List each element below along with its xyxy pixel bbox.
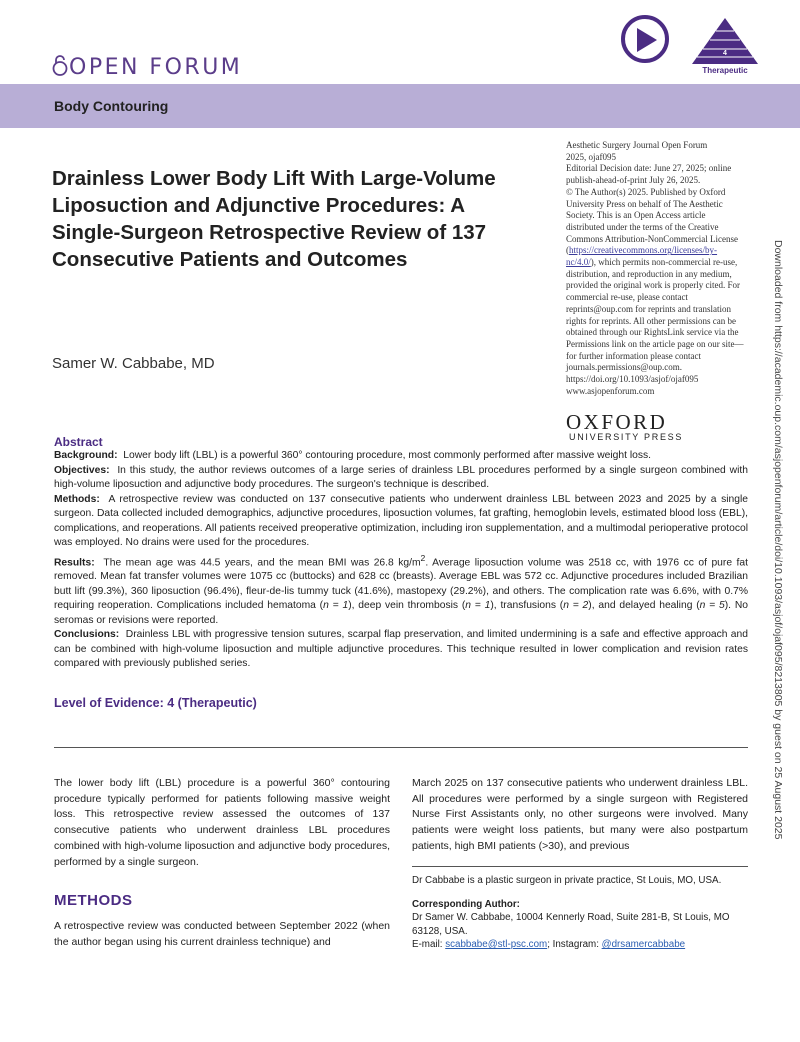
video-play-button[interactable] [621, 15, 669, 63]
corresponding-address: Dr Samer W. Cabbabe, 10004 Kennerly Road, Suite 281-B, St Louis, MO 63128, USA. [412, 912, 730, 937]
journal-name: Aesthetic Surgery Journal Open Forum [566, 140, 708, 150]
abstract-background: Background: Lower body lift (LBL) is a powerful 360° contouring procedure, most commonly performed after massive weight loss. [54, 450, 652, 461]
methods-continued: March 2025 on 137 consecutive patients who underwent drainless LBL. All procedures were performed by a single surgeon with Registered Nurse First Assistants only, no other surgeons were involved. Many patients were weight loss patients, but many were also postpartum patients, high BMI patients (>30), and previous [412, 777, 748, 852]
section-title: Body Contouring [54, 98, 169, 114]
abstract-conclusions: Conclusions: Drainless LBL with progressive tension sutures, scarpal flap preservation, and limited undermining is a safe and effective approach and can be combined with high-volume liposuction and multiple adjunctive procedures. This technique resulted in lower complication and revision rates compared with previously published series. [54, 629, 748, 670]
license-text: © The Author(s) 2025. Published by Oxford University Press on behalf of The Aesthetic Society. This is an Open Access article distributed under the terms of the Creative Commons Attribution-NonCommercial License (https://creativecommons.org/licenses/by-nc/4.0/), which permits non-commercial re-use, distribution, and reproduction in any medium, provided the original work is properly cited. For commercial re-use, please contact reprints@oup.com for reprints and translation rights for reprints. All other permissions can be obtained through our RightsLink service via the Permissions link on the article page on our site—for further information please contact journals.permissions@oup.com. [566, 186, 744, 373]
author-affiliation: Dr Cabbabe is a plastic surgeon in private practice, St Louis, MO, USA. [412, 875, 722, 886]
intro-paragraph: The lower body lift (LBL) procedure is a powerful 360° contouring procedure typically performed for patients following massive weight loss. This retrospective review assessed the outcomes of 137 consecutive patients who underwent drainless LBL procedures combined with high-volume liposuction and adjunctive body procedures, performed by a single surgeon. [54, 777, 390, 868]
evidence-pyramid-icon [690, 16, 760, 71]
publication-meta [566, 140, 746, 397]
article-id: 2025, ojaf095 [566, 151, 616, 162]
publisher-logo: OXFORD [566, 410, 668, 434]
abstract-heading: Abstract [54, 435, 103, 449]
email-link[interactable]: scabbabe@stl-psc.com [445, 939, 548, 950]
evidence-level-number: 4 [723, 50, 727, 57]
publisher-sub: UNIVERSITY PRESS [569, 432, 684, 442]
contact-line: E-mail: scabbabe@stl-psc.com; Instagram: @drsamercabbabe [412, 939, 686, 950]
methods-paragraph: A retrospective review was conducted between September 2022 (when the author began using his current drainless technique) and [54, 920, 390, 948]
abstract-objectives: Objectives: In this study, the author reviews outcomes of a large series of drainless LBL procedures performed by a single surgeon combined with high-volume liposuction and adjunctive body procedures. The surgeon's technique is described. [54, 464, 748, 490]
download-note: Downloaded from https://academic.oup.com/asjopenforum/article/doi/10.1093/asjof/ojaf095/8213805 by guest on 25 August 2025 [772, 240, 784, 840]
methods-heading: METHODS [54, 892, 133, 909]
brand-text: OPEN FORUM [69, 55, 243, 80]
divider [54, 747, 748, 748]
abstract-body [54, 449, 748, 672]
evidence-label: Therapeutic [702, 66, 748, 75]
article-title: Drainless Lower Body Lift With Large-Volume Liposuction and Adjunctive Procedures: A Single-Surgeon Retrospective Review of 137 Consecutive Patients and Outcomes [52, 167, 496, 271]
instagram-link[interactable]: @drsamercabbabe [601, 939, 686, 950]
corresponding-heading: Corresponding Author: [412, 899, 520, 910]
play-icon [635, 27, 659, 53]
article-author: Samer W. Cabbabe, MD [52, 355, 215, 372]
journal-logo [52, 54, 242, 80]
open-lock-icon [52, 54, 68, 76]
level-of-evidence: Level of Evidence: 4 (Therapeutic) [54, 696, 257, 710]
editorial-dates: Editorial Decision date: June 27, 2025; online publish-ahead-of-print July 26, 2025. [566, 163, 732, 186]
doi: https://doi.org/10.1093/asjof/ojaf095 [566, 374, 699, 385]
footnote-divider [412, 866, 748, 867]
license-link[interactable]: https://creativecommons.org/licenses/by-nc/4.0/ [566, 245, 718, 268]
site-url: www.asjopenforum.com [566, 385, 655, 396]
abstract-results: Results: The mean age was 44.5 years, and the mean BMI was 26.8 $kg/m^2$. Average liposuction volume was 2518 cc, with 1976 cc of pure fat removed. Mean fat transfer volumes were 1075 cc (buttocks) and 628 cc (breasts). Average EBL was 572 cc. Adjunctive procedures included Brazilian butt lift (99.3%), 360 liposuction (96.4%), fleur-de-lis tummy tuck (41.6%), mastopexy (29.2%), and others. The complication rate was 6.6%, with 0.7% requiring reoperation. Complications included hematoma (n = 1), deep vein thrombosis (n = 1), transfusions (n = 2), and delayed healing (n = 5). No seromas or revisions were reported. [54, 552, 748, 626]
abstract-methods: Methods: A retrospective review was conducted on 137 consecutive patients who underwent drainless LBL between 2023 and 2025 by a single surgeon. Data collected included demographics, adjunctive procedures, liposuction volumes, fat grafting, hemoglobin levels, estimated blood loss (EBL), complications, and reoperations. All patients received preoperative optimization, including iron supplementation, and a multimodal perioperative protocol was employed. No drains were used for the procedures. [54, 493, 748, 548]
